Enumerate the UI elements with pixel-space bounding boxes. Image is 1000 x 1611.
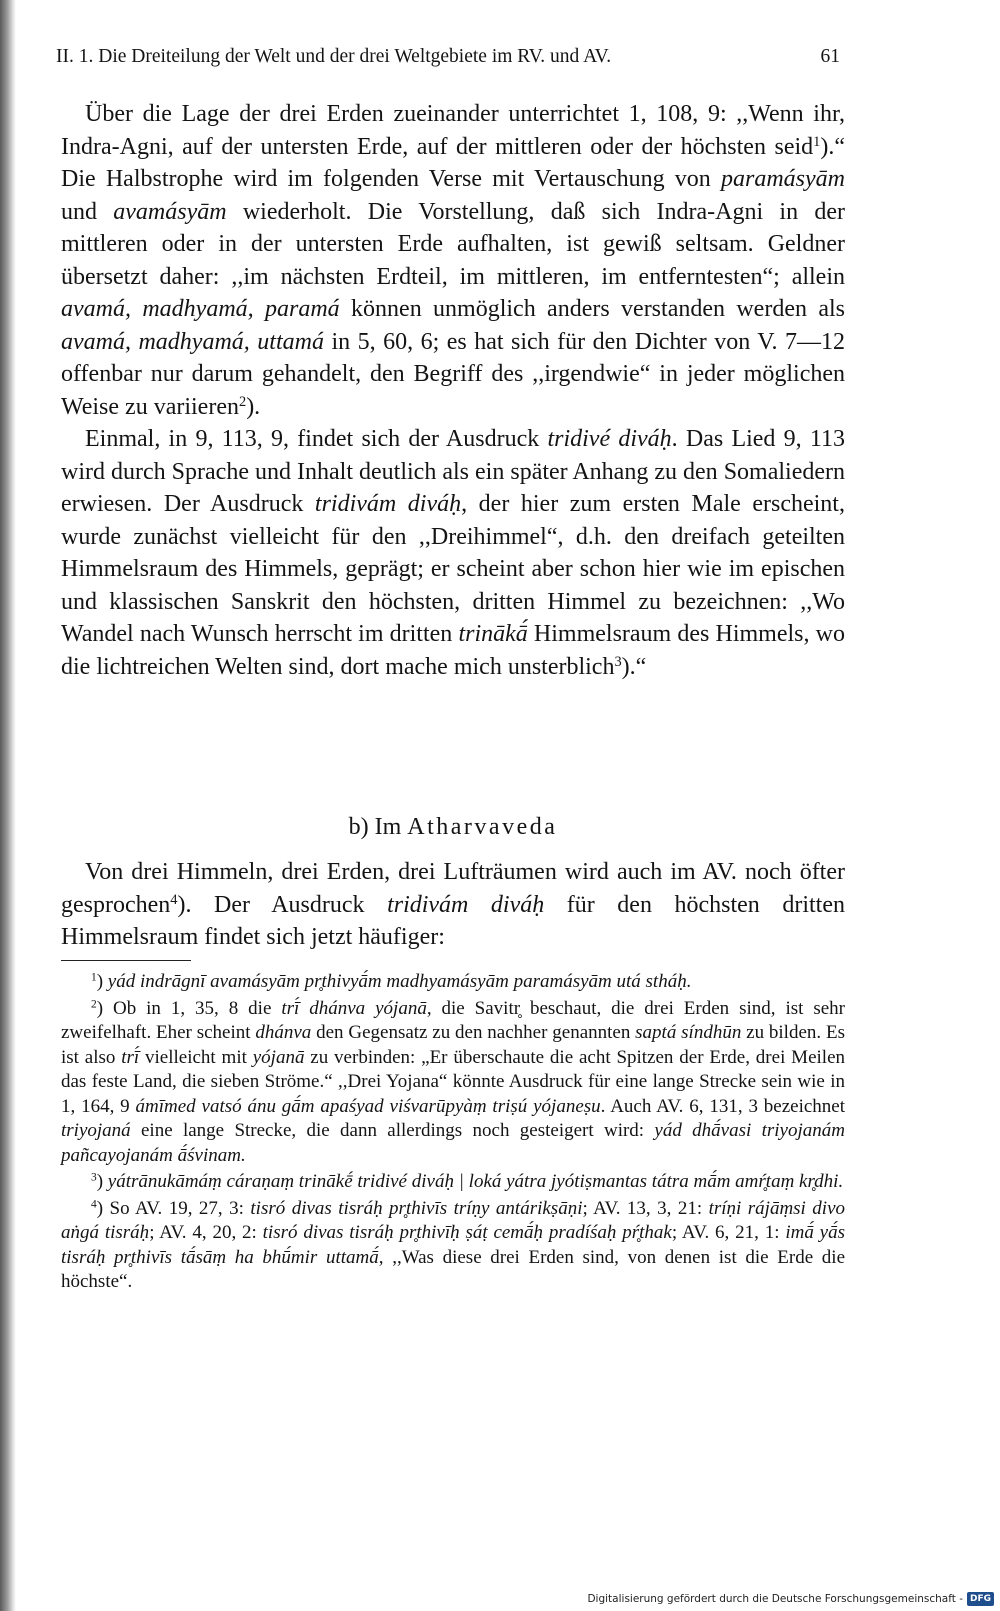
footnote-number: 2 <box>91 998 97 1011</box>
text-span: eine lange Strecke, die dann allerdings noch gesteigert wird: <box>130 1120 655 1141</box>
footnote-4: $^4$) So AV. 19, 27, 3: tisró divas tisráḥ pr̥thivīs tríṇy antárikṣāṇi; AV. 13, 3, 21: tríṇi rájāṃsi divo aṅgá tisráḥ; AV. 4, 20, 2: tisró divas tisráḥ pr̥thivīḥ ṣáṭ cemā́ḥ pradíśaḥ pŕ̥thak; AV. 6, 21, 1: imā́ yā́s tisráḥ pr̥thivīs tā́sāṃ ha bhū́mir uttamā́, ,,Was diese drei Erden sind, von denen ist die Erde die höchste“. <box>61 1197 846 1292</box>
text-span: , die Savitr̥ beschaut, die drei Erden sind, ist sehr zweifelhaft. Eher scheint <box>61 997 846 1043</box>
text-span: ).“ <box>621 653 647 680</box>
page-number: 61 <box>820 46 840 67</box>
text-span: . Auch AV. 6, 131, 3 bezeichnet <box>600 1095 846 1117</box>
text-span: Ob in 1, 35, 8 die <box>112 997 282 1019</box>
footnote-2: $^2$) Ob in 1, 35, 8 die trī́ dhánva yójanā, die Savitr̥ beschaut, die drei Erden sind, ist sehr zweifelhaft. Eher scheint dhánva den Gegensatz zu den nachher genannten saptá síndhūn zu bilden. Es ist also trī́ vielleicht mit yójanā zu verbinden: „Er überschaute die acht Spitzen der Erde, drei Meilen das feste Land, die sieben Ströme.“ ,,Drei Yojana“ könnte Ausdruck für eine lange Strecke sein wie in 1, 164, 9 ámīmed vatsó ánu gā́m apaśyad viśvarūpyàṃ triṣú yójaneṣu. Auch AV. 6, 131, 3 bezeichnet triyojaná eine lange Strecke, die dann allerdings noch gesteigert wird: yád dhā́vasi triyojanám pañcayojanám ā́śvinam. <box>61 997 846 1166</box>
italic-term: yójanā <box>252 1046 305 1068</box>
footnote-number: 4 <box>91 1198 97 1211</box>
footnote-3: $^3$) yátrānukāmáṃ cáraṇaṃ trinākḗ tridivé diváḥ | loká yátra jyótiṣmantas tátra mā́m amŕ̥taṃ kr̥dhi. <box>91 1171 844 1192</box>
text-span: Von drei Himmeln, drei Erden, drei Lufträumen wird auch im AV. noch öfter gesprochen <box>61 859 845 918</box>
italic-term: avamásyām <box>113 198 227 225</box>
footnote-ref-3: 3 <box>614 653 622 670</box>
text-span: ; AV. 4, 20, 2: <box>149 1222 263 1243</box>
paragraph-2 <box>61 423 845 683</box>
section-label: b) Im <box>348 814 402 840</box>
text-span: ). <box>246 393 261 420</box>
footnote-ref-2: 2 <box>238 393 247 410</box>
dfg-logo: DFG <box>967 1592 994 1606</box>
footnotes <box>61 970 845 1297</box>
italic-term: trī́ dhánva yójanā <box>281 997 427 1019</box>
italic-term: tridivám diváḥ <box>314 491 462 517</box>
text-span: ; AV. 6, 21, 1: <box>671 1222 786 1243</box>
italic-term: avamá, madhyamá, uttamá <box>61 328 324 355</box>
italic-term: triyojaná <box>61 1120 131 1141</box>
footnote-number: 3 <box>91 1171 97 1184</box>
text-span: ).“ Die Halbstrophe wird im folgenden Verse mit Vertauschung von <box>61 133 845 192</box>
text-span: zu bilden. Es ist also <box>61 1022 845 1068</box>
credit-text: Digitalisierung gefördert durch die Deutsche Forschungsgemeinschaft - <box>587 1593 963 1605</box>
text-span: wiederholt. Die Vorstellung, daß sich Indra-Agni in der mittleren oder in der untersten Erde aufhalten, ist gewiß seltsam. Geldner übersetzt daher: ,,im nächsten Erdteil, im mittleren, im entferntesten“; allein <box>61 198 845 290</box>
text-span: , der hier zum ersten Male erscheint, wurde zunächst vielleicht für den ,,Dreihimmel“, d.h. den dreifach geteilten Himmelsraum des Himmels, geprägt; er scheint aber schon hier wie im epischen und klassischen Sanskrit den höchsten, dritten Himmel zu bezeichnen: ,,Wo Wandel nach Wunsch herrscht im dritten <box>61 491 845 647</box>
italic-term: tridivám diváḥ <box>387 891 545 918</box>
italic-term: avamá, madhyamá, paramá <box>61 296 340 322</box>
digitization-credit <box>587 1590 994 1608</box>
italic-term: ámīmed vatsó ánu gā́m apaśyad viśvarūpyàṃ triṣú yójaneṣu <box>135 1095 601 1117</box>
italic-term: tridivé diváḥ <box>547 426 672 452</box>
text-span: in 5, 60, 6; es hat sich für den Dichter von V. 7—12 offenbar nur darum gehandelt, den Begriff des ,,irgendwie“ in jeder möglichen Weise zu variieren <box>61 328 846 420</box>
paragraph-1 <box>61 98 845 423</box>
text-span: . Das Lied 9, 113 wird durch Sprache und Inhalt deutlich als ein später Anhang zu den Somaliedern erwiesen. Der Ausdruck <box>61 426 845 517</box>
italic-term: trinākā́ <box>458 621 528 647</box>
text-span: Über die Lage der drei Erden zueinander unterrichtet 1, 108, 9: ,,Wenn ihr, Indra-Agni, auf der untersten Erde, auf der mittleren oder der höchsten seid <box>61 101 845 160</box>
running-header <box>56 45 840 69</box>
text-span: Himmelsraum des Himmels, wo die lichtreichen Welten sind, dort mache mich unsterblich <box>61 621 845 680</box>
footnote-1: $^1$) yád indrāgnī avamásyām pr̥thivyā́m madhyamásyām paramásyām utá stháḥ. <box>91 971 692 992</box>
section-text <box>61 856 845 954</box>
section-heading <box>61 811 845 843</box>
text-span: vielleicht mit <box>139 1046 253 1068</box>
section-title: Atharvaveda <box>407 814 558 840</box>
body-text <box>61 98 845 683</box>
italic-term: imā́ yā́s tisráḥ pr̥thivīs tā́sāṃ ha bhū́mir uttamā́ <box>61 1222 846 1268</box>
text-span: können unmöglich anders verstanden werden als <box>339 296 845 322</box>
italic-term: trī́ <box>121 1046 140 1068</box>
text-span: , ,,Was diese drei Erden sind, von denen ist die Erde die höchste“. <box>61 1246 845 1292</box>
text-span: ; AV. 13, 3, 21: <box>582 1197 709 1219</box>
text-span: zu verbinden: „Er überschaute die acht Spitzen der Erde, drei Meilen das feste Land, die sieben Ströme.“ ,,Drei Yojana“ könnte Ausdruck für eine lange Strecke sein wie in 1, 164, 9 <box>61 1046 846 1117</box>
header-title: II. 1. Die Dreiteilung der Welt und der drei Weltgebiete im RV. und AV. <box>56 46 612 67</box>
text-span: Einmal, in 9, 113, 9, findet sich der Ausdruck <box>85 426 548 452</box>
text-span: für den höchsten dritten Himmelsraum findet sich jetzt häufiger: <box>61 891 845 950</box>
italic-term: dhánva <box>255 1022 312 1043</box>
italic-term: paramásyām <box>721 166 845 192</box>
italic-term: tisró divas tisráḥ pr̥thivīs tríṇy antárikṣāṇi <box>250 1197 583 1219</box>
italic-term: yád indrāgnī avamásyām pr̥thivyā́m madhyamásyām paramásyām utá stháḥ. <box>107 971 692 992</box>
italic-term: yád dhā́vasi triyojanám pañcayojanám ā́śvinam. <box>61 1120 845 1166</box>
paragraph-3 <box>61 856 845 954</box>
footnote-ref-1: 1 <box>813 133 821 150</box>
text-span: ). Der Ausdruck <box>177 891 388 918</box>
italic-term: tisró divas tisráḥ pr̥thivīḥ ṣáṭ cemā́ḥ pradíśaḥ pŕ̥thak <box>262 1222 672 1243</box>
italic-term: yátrānukāmáṃ cáraṇaṃ trinākḗ tridivé diváḥ | loká yátra jyótiṣmantas tátra mā́m amŕ̥taṃ kr̥dhi. <box>107 1171 844 1192</box>
page-edge-shadow <box>0 0 16 1611</box>
text-span: So AV. 19, 27, 3: <box>109 1197 251 1219</box>
footnote-ref-4: 4 <box>170 891 178 908</box>
footnote-divider <box>61 960 191 961</box>
footnote-number: 1 <box>91 971 97 984</box>
italic-term: tríṇi rájāṃsi divo aṅgá tisráḥ <box>61 1197 846 1243</box>
text-span: den Gegensatz zu den nachher genannten <box>311 1022 636 1043</box>
italic-term: saptá síndhūn <box>635 1022 742 1043</box>
text-span: und <box>61 198 114 225</box>
